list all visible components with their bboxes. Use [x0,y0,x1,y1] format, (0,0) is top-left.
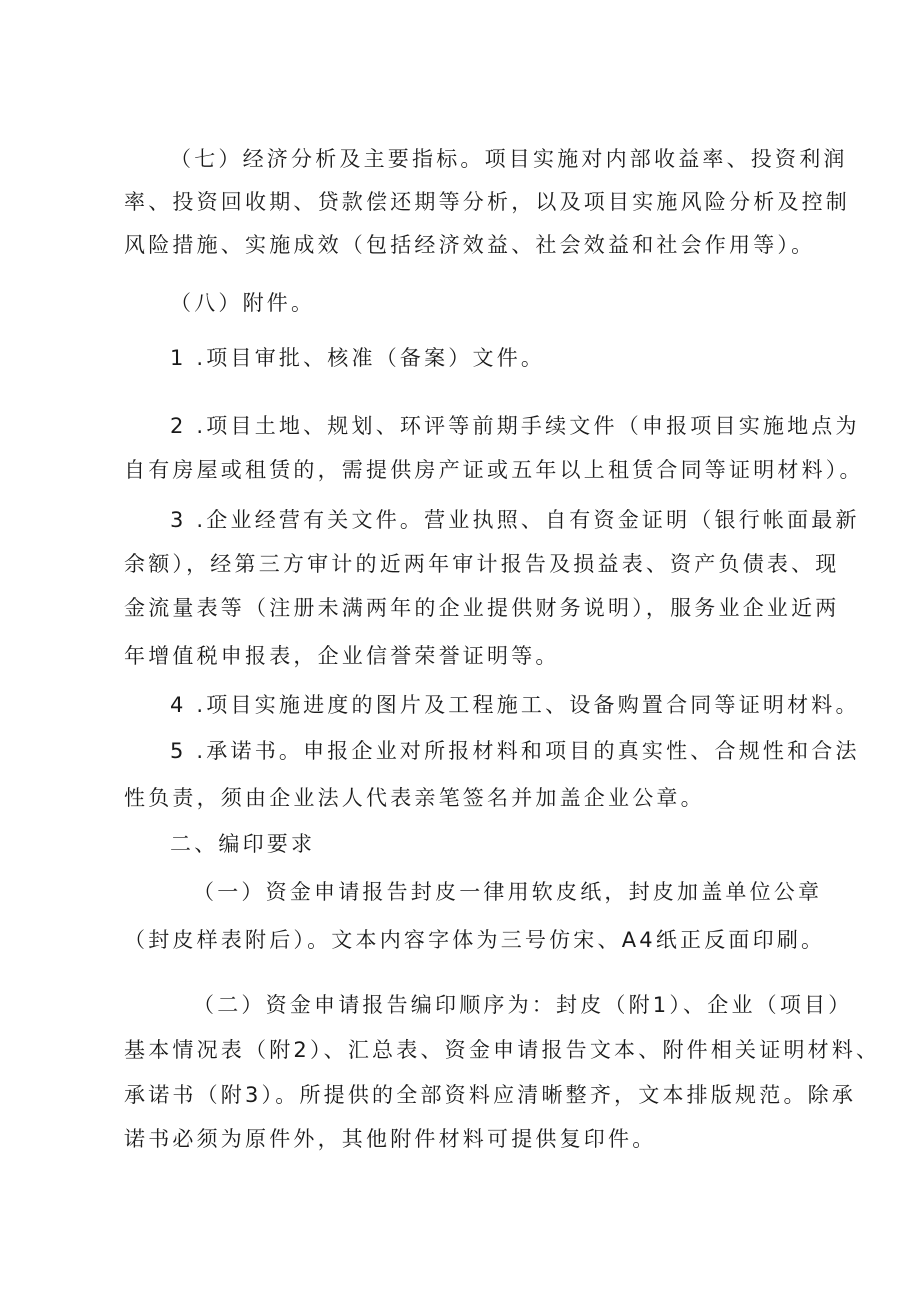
item-2-line-2: 自有房屋或租赁的，需提供房产证或五年以上租赁合同等证明材料）。 [124,458,864,482]
req-1-line-2: （封皮样表附后）。文本内容字体为三号仿宋、A4纸正反面印刷。 [124,928,826,952]
item-3-line-2: 余额），经第三方审计的近两年审计报告及损益表、资产负债表、现 [124,552,840,576]
item-5-line-2: 性负责，须由企业法人代表亲笔签名并加盖企业公章。 [124,786,705,810]
req-1-line-1: （一）资金申请报告封皮一律用软皮纸，封皮加盖单位公章 [193,880,823,904]
section-2-heading: 二、编印要求 [170,832,316,856]
para-7-line-3: 风险措施、实施成效（包括经济效益、社会效益和社会作用等）。 [124,233,816,257]
item-3-line-3: 金流量表等（注册未满两年的企业提供财务说明），服务业企业近两 [124,596,840,620]
para-8-heading: （八）附件。 [170,291,316,315]
item-1: 1 .项目审批、核准（备案）文件。 [170,346,546,370]
item-3-line-1: 3 .企业经营有关文件。营业执照、自有资金证明（银行帐面最新 [170,508,860,532]
req-2-line-4: 诺书必须为原件外，其他附件材料可提供复印件。 [124,1127,657,1151]
item-3-line-4: 年增值税申报表，企业信誉荣誉证明等。 [124,644,560,668]
req-2-line-1: （二）资金申请报告编印顺序为：封皮（附1）、企业（项目） [193,993,853,1017]
req-2-line-2: 基本情况表（附2）、汇总表、资金申请报告文本、附件相关证明材料、 [124,1038,881,1062]
item-2-line-1: 2 .项目土地、规划、环评等前期手续文件（申报项目实施地点为 [170,414,860,438]
para-7-line-2: 率、投资回收期、贷款偿还期等分析，以及项目实施风险分析及控制 [124,190,850,214]
item-4: 4 .项目实施进度的图片及工程施工、设备购置合同等证明材料。 [170,693,860,717]
req-2-line-3: 承诺书（附3）。所提供的全部资料应清晰整齐，文本排版规范。除承 [124,1083,857,1107]
para-7-line-1: （七）经济分析及主要指标。项目实施对内部收益率、投资利润 [170,147,848,171]
item-5-line-1: 5 .承诺书。申报企业对所报材料和项目的真实性、合规性和合法 [170,739,860,763]
